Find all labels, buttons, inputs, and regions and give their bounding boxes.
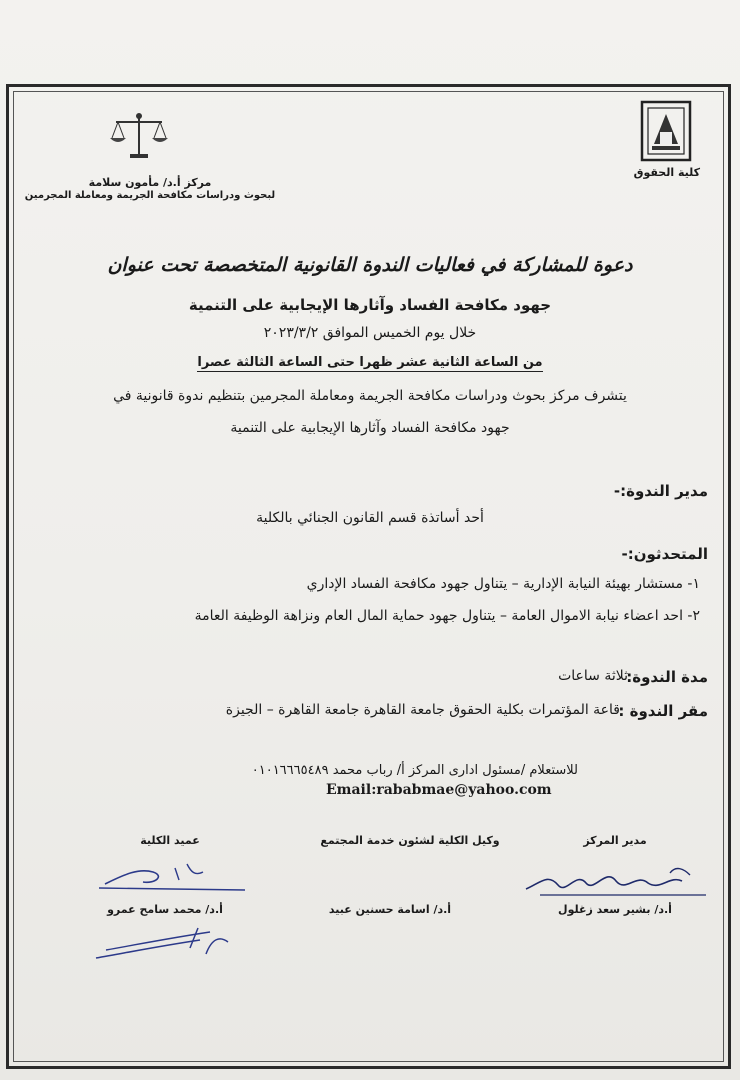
contact-email[interactable]: Email:rababmae@yahoo.com	[326, 782, 552, 798]
vice-dean-role: وكيل الكلية لشئون خدمة المجتمع	[320, 834, 500, 847]
dean-role: عميد الكلية	[140, 834, 200, 847]
speaker-item: ١- مستشار بهيئة النيابة الإدارية – يتناول جهود مكافحة الفساد الإداري	[306, 576, 700, 592]
seminar-date: خلال يوم الخميس الموافق ٢٠٢٣/٣/٢	[263, 325, 477, 341]
vice-dean-name: أ.د/ اسامة حسنين عبيد	[328, 903, 452, 916]
director-label: مدير الندوة:-	[613, 482, 708, 500]
center-name: مركز أ.د/ مأمون سلامة	[88, 176, 212, 189]
center-director-name: أ.د/ بشير سعد زغلول	[558, 903, 672, 916]
seminar-time	[0, 355, 740, 370]
invitation-heading: دعوة للمشاركة في فعاليات الندوة القانونية المتخصصة تحت عنوان	[107, 254, 633, 276]
dean-signature	[95, 850, 250, 898]
director-value: أحد أساتذة قسم القانون الجنائي بالكلية	[256, 510, 484, 526]
contact-line: للاستعلام /مسئول ادارى المركز أ/ رباب محمد ٠١٠١٦٦٦٥٤٨٩	[251, 763, 578, 778]
duration-value: ثلاثة ساعات	[558, 668, 628, 684]
seminar-time-text: من الساعة الثانية عشر ظهرا حتى الساعة الثالثة عصرا	[197, 355, 543, 370]
speaker-item: ٢- احد اعضاء نيابة الاموال العامة – يتناول جهود حماية المال العام ونزاهة الوظيفة العامة	[194, 608, 700, 624]
dean-second-signature	[90, 918, 240, 968]
faculty-logo-icon	[640, 100, 692, 162]
faculty-name: كلية الحقوق	[633, 166, 700, 179]
venue-value: قاعة المؤتمرات بكلية الحقوق جامعة القاهرة جامعة القاهرة – الجيزة	[225, 702, 620, 718]
seminar-title: جهود مكافحة الفساد وآثارها الإيجابية على التنمية	[188, 296, 552, 314]
duration-label: مدة الندوة:	[626, 668, 708, 686]
dean-name: أ.د/ محمد سامح عمرو	[107, 903, 223, 916]
speakers-label: المتحدثون:-	[621, 545, 708, 563]
scales-of-justice-icon	[108, 110, 170, 162]
center-director-role: مدير المركز	[583, 834, 647, 847]
invitation-paragraph-line-1: يتشرف مركز بحوث ودراسات مكافحة الجريمة ومعاملة المجرمين بتنظيم ندوة قانونية في	[113, 388, 627, 404]
venue-label: مقر الندوة :	[618, 702, 708, 720]
center-subtitle: لبحوث ودراسات مكافحة الجريمة ومعاملة المجرمين	[24, 190, 276, 201]
invitation-paragraph-line-2: جهود مكافحة الفساد وآثارها الإيجابية على التنمية	[230, 420, 510, 436]
center-director-signature	[520, 855, 710, 905]
